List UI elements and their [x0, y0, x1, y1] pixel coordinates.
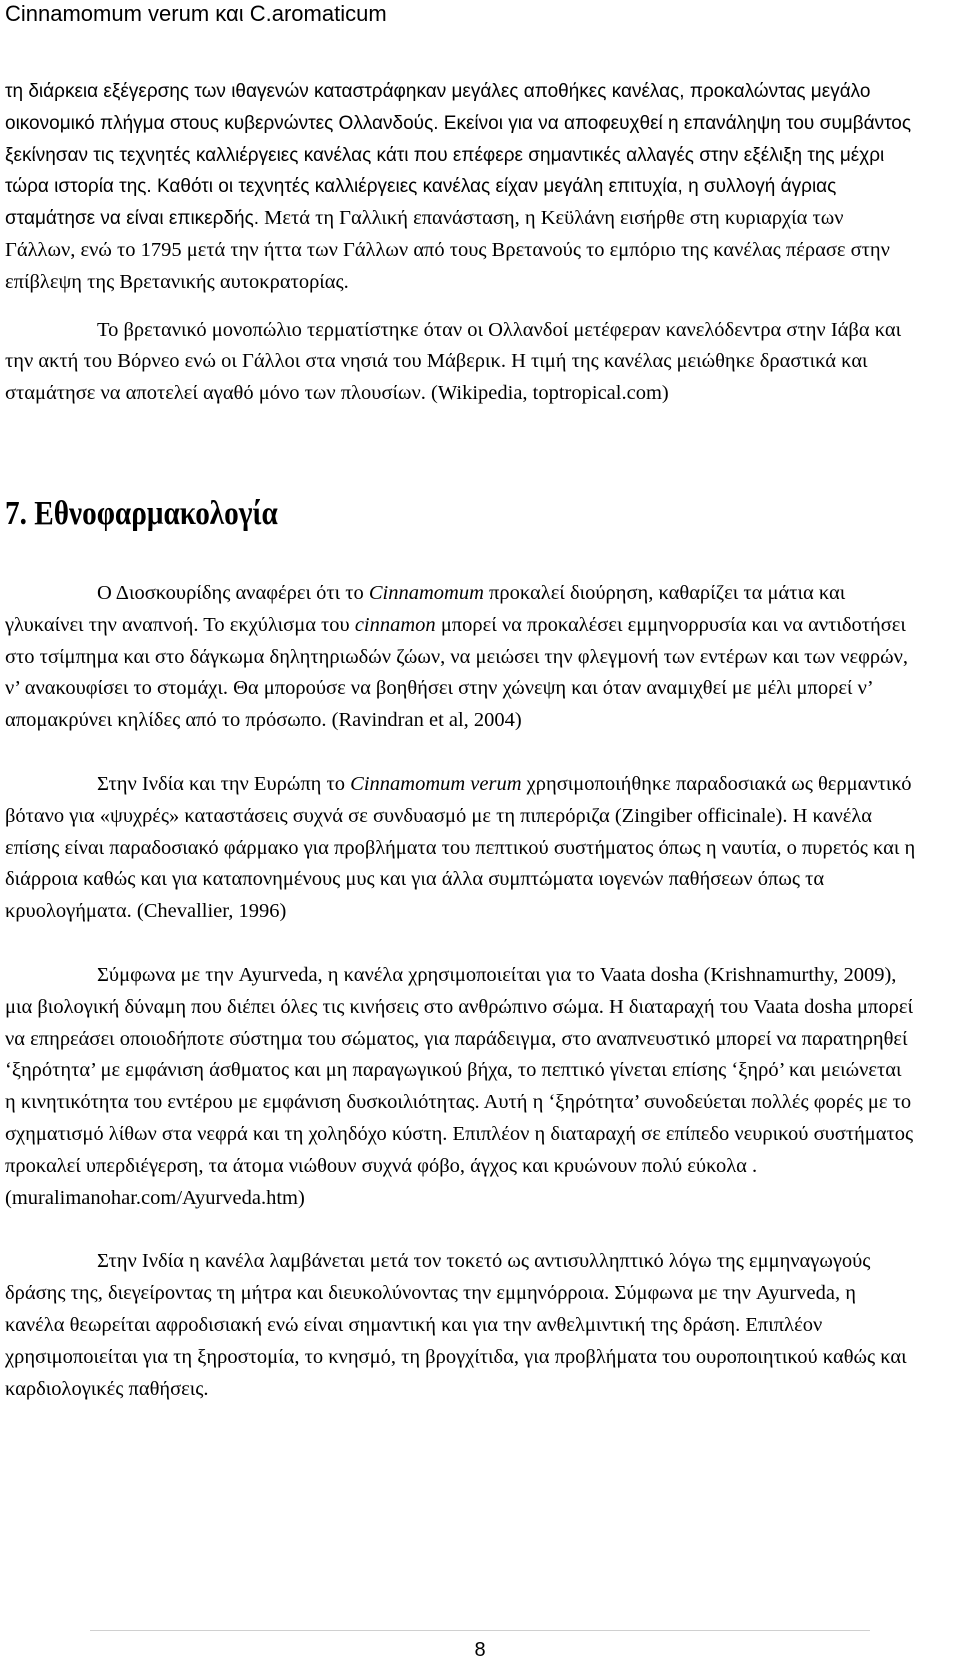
species-name-cinnamomum: Cinnamomum	[368, 581, 484, 604]
paragraph-intro-1-sans-text: τη διάρκεια εξέγερσης των ιθαγενών καταστράφηκαν μεγάλες αποθήκες κανέλας, προκαλώντας μεγάλο οικονομικό πλήγμα στους κυβερνώντες Ολλανδούς. Εκείνοι για να αποφευχθεί η επανάληψη του συμβάντος ξεκίνησαν τις τεχνητές καλλιέργειες κανέλας κάτι που επέφερε σημαντικές αλλαγές στην εξέλιξη της μέχρι τώρα ιστορία της. Καθότι οι τεχνητές καλλιέργειες κανέλας είχαν μεγάλη επιτυχία, η συλλογή άγριας σταμάτησε να είναι επικερδής.	[5, 81, 912, 230]
document-body	[5, 76, 917, 1405]
paragraph-india-europe-text-a: Στην Ινδία και την Ευρώπη το	[97, 772, 351, 795]
species-name-cinnamon: cinnamon	[354, 613, 436, 636]
section-heading: 7. Εθνοφαρμακολογία	[5, 494, 278, 532]
page-number: 8	[474, 1639, 486, 1661]
paragraph-intro-1-text: Μετά τη Γαλλική επανάσταση, η Κεϋλάνη εισήρθε στη κυριαρχία των Γάλλων, ενώ το 1795 μετά την ήττα των Γάλλων από τους Βρετανούς το εμπόριο της κανέλας πέρασε στην επίβλεψη της Βρετανικής αυτοκρατορίας.	[5, 207, 890, 293]
species-name-cinnamomum-verum: Cinnamomum verum	[350, 772, 522, 795]
paragraph-dioscorides-text-a: Ο Διοσκουρίδης αναφέρει ότι το	[97, 581, 369, 604]
paragraph-india-postpartum: Στην Ινδία η κανέλα λαμβάνεται μετά τον τοκετό ως αντισυλληπτικό λόγω της εμμηναγωγούς δράσης της, διεγείροντας τη μήτρα και διευκολύνοντας την εμμηνόρροια. Σύμφωνα με την Ayurveda, η κανέλα θεωρείται αφροδισιακή ενώ είναι σημαντική και για την ανθελμιντική της δράση. Επιπλέον χρησιμοποιείται για τη ξηροστομία, το κνησμό, τη βρογχίτιδα, για προβλήματα του ουροποιητικού καθώς και καρδιολογικές παθήσεις.	[5, 1250, 907, 1400]
paragraph-dioscorides-text-c: μπορεί να προκαλέσει εμμηνορρυσία και να αντιδοτήσει στο τσίμπημα και στο δάγκωμα δηλητηριωδών ζώων, να μειώσει την φλεγμονή των εντέρων και των νεφρών, ν’ ανακουφίσει το στομάχι. Θα μπορούσε να βοηθήσει στην χώνεψη και όταν αναμιχθεί με μέλι μπορεί ν’ απομακρύνει κηλίδες από το πρόσωπο. (Ravindran et al, 2004)	[5, 613, 909, 732]
paragraph-dioscorides-text-b: προκαλεί διούρηση, καθαρίζει τα μάτια και γλυκαίνει την αναπνοή. Το εκχύλισμα του	[5, 581, 846, 636]
paragraph-dioscorides	[5, 578, 917, 737]
footer-divider	[90, 1630, 870, 1631]
paragraph-india-europe	[5, 769, 917, 928]
paragraph-india-europe-text-b: χρησιμοποιήθηκε παραδοσιακά ως θερμαντικό βότανο για «ψυχρές» καταστάσεις συχνά σε συνδυασμό με τη πιπερόριζα (Zingiber officinale). Η κανέλα επίσης είναι παραδοσιακό φάρμακο για προβλήματα του πεπτικού συστήματος όπως η ναυτία, ο πυρετός και η διάρροια καθώς και για καταπονημένους μυς και για άλλα συμπτώματα ιογενών παθήσεων όπως τα κρυολογήματα. (Chevallier, 1996)	[5, 772, 916, 923]
paragraph-ayurveda: Σύμφωνα με την Ayurveda, η κανέλα χρησιμοποιείται για το Vaata dosha (Krishnamurthy, 2009), μια βιολογική δύναμη που διέπει όλες τις κινήσεις στο ανθρώπινο σώμα. Η διαταραχή του Vaata dosha μπορεί να επηρεάσει οποιοδήποτε σύστημα του σώματος, για παράδειγμα, στο αναπνευστικό μπορεί να παρατηρηθεί ‘ξηρότητα’ με εμφάνιση άσθματος και μη παραγωγικού βήχα, το πεπτικό γίνεται επίσης ‘ξηρό’ και μειώνεται η κινητικότητα του εντέρου με εμφάνιση δυσκοιλιότητας. Αυτή η ‘ξηρότητα’ συνοδεύεται πολλές φορές με το σχηματισμό λίθων στα νεφρά και τη χοληδόχο κύστη. Επιπλέον η διαταραχή σε επίπεδο νευρικού συστήματος προκαλεί υπερδιέγερση, τα άτομα νιώθουν συχνά φόβο, άγχος και κρυώνουν πολύ εύκολα . (muralimanohar.com/Ayurveda.htm)	[5, 963, 914, 1209]
running-header: Cinnamomum verum και C.aromaticum	[5, 1, 387, 26]
paragraph-intro-2: Το βρετανικό μονοπώλιο τερματίστηκε όταν οι Ολλανδοί μετέφεραν κανελόδεντρα στην Ιάβα και την ακτή του Βόρνεο ενώ οι Γάλλοι στα νησιά του Μάβερικ. Η τιμή της κανέλας μειώθηκε δραστικά και σταμάτησε να αποτελεί αγαθό μόνο των πλουσίων. (Wikipedia, toptropical.com)	[5, 318, 902, 405]
paragraph-intro-1	[5, 76, 917, 299]
